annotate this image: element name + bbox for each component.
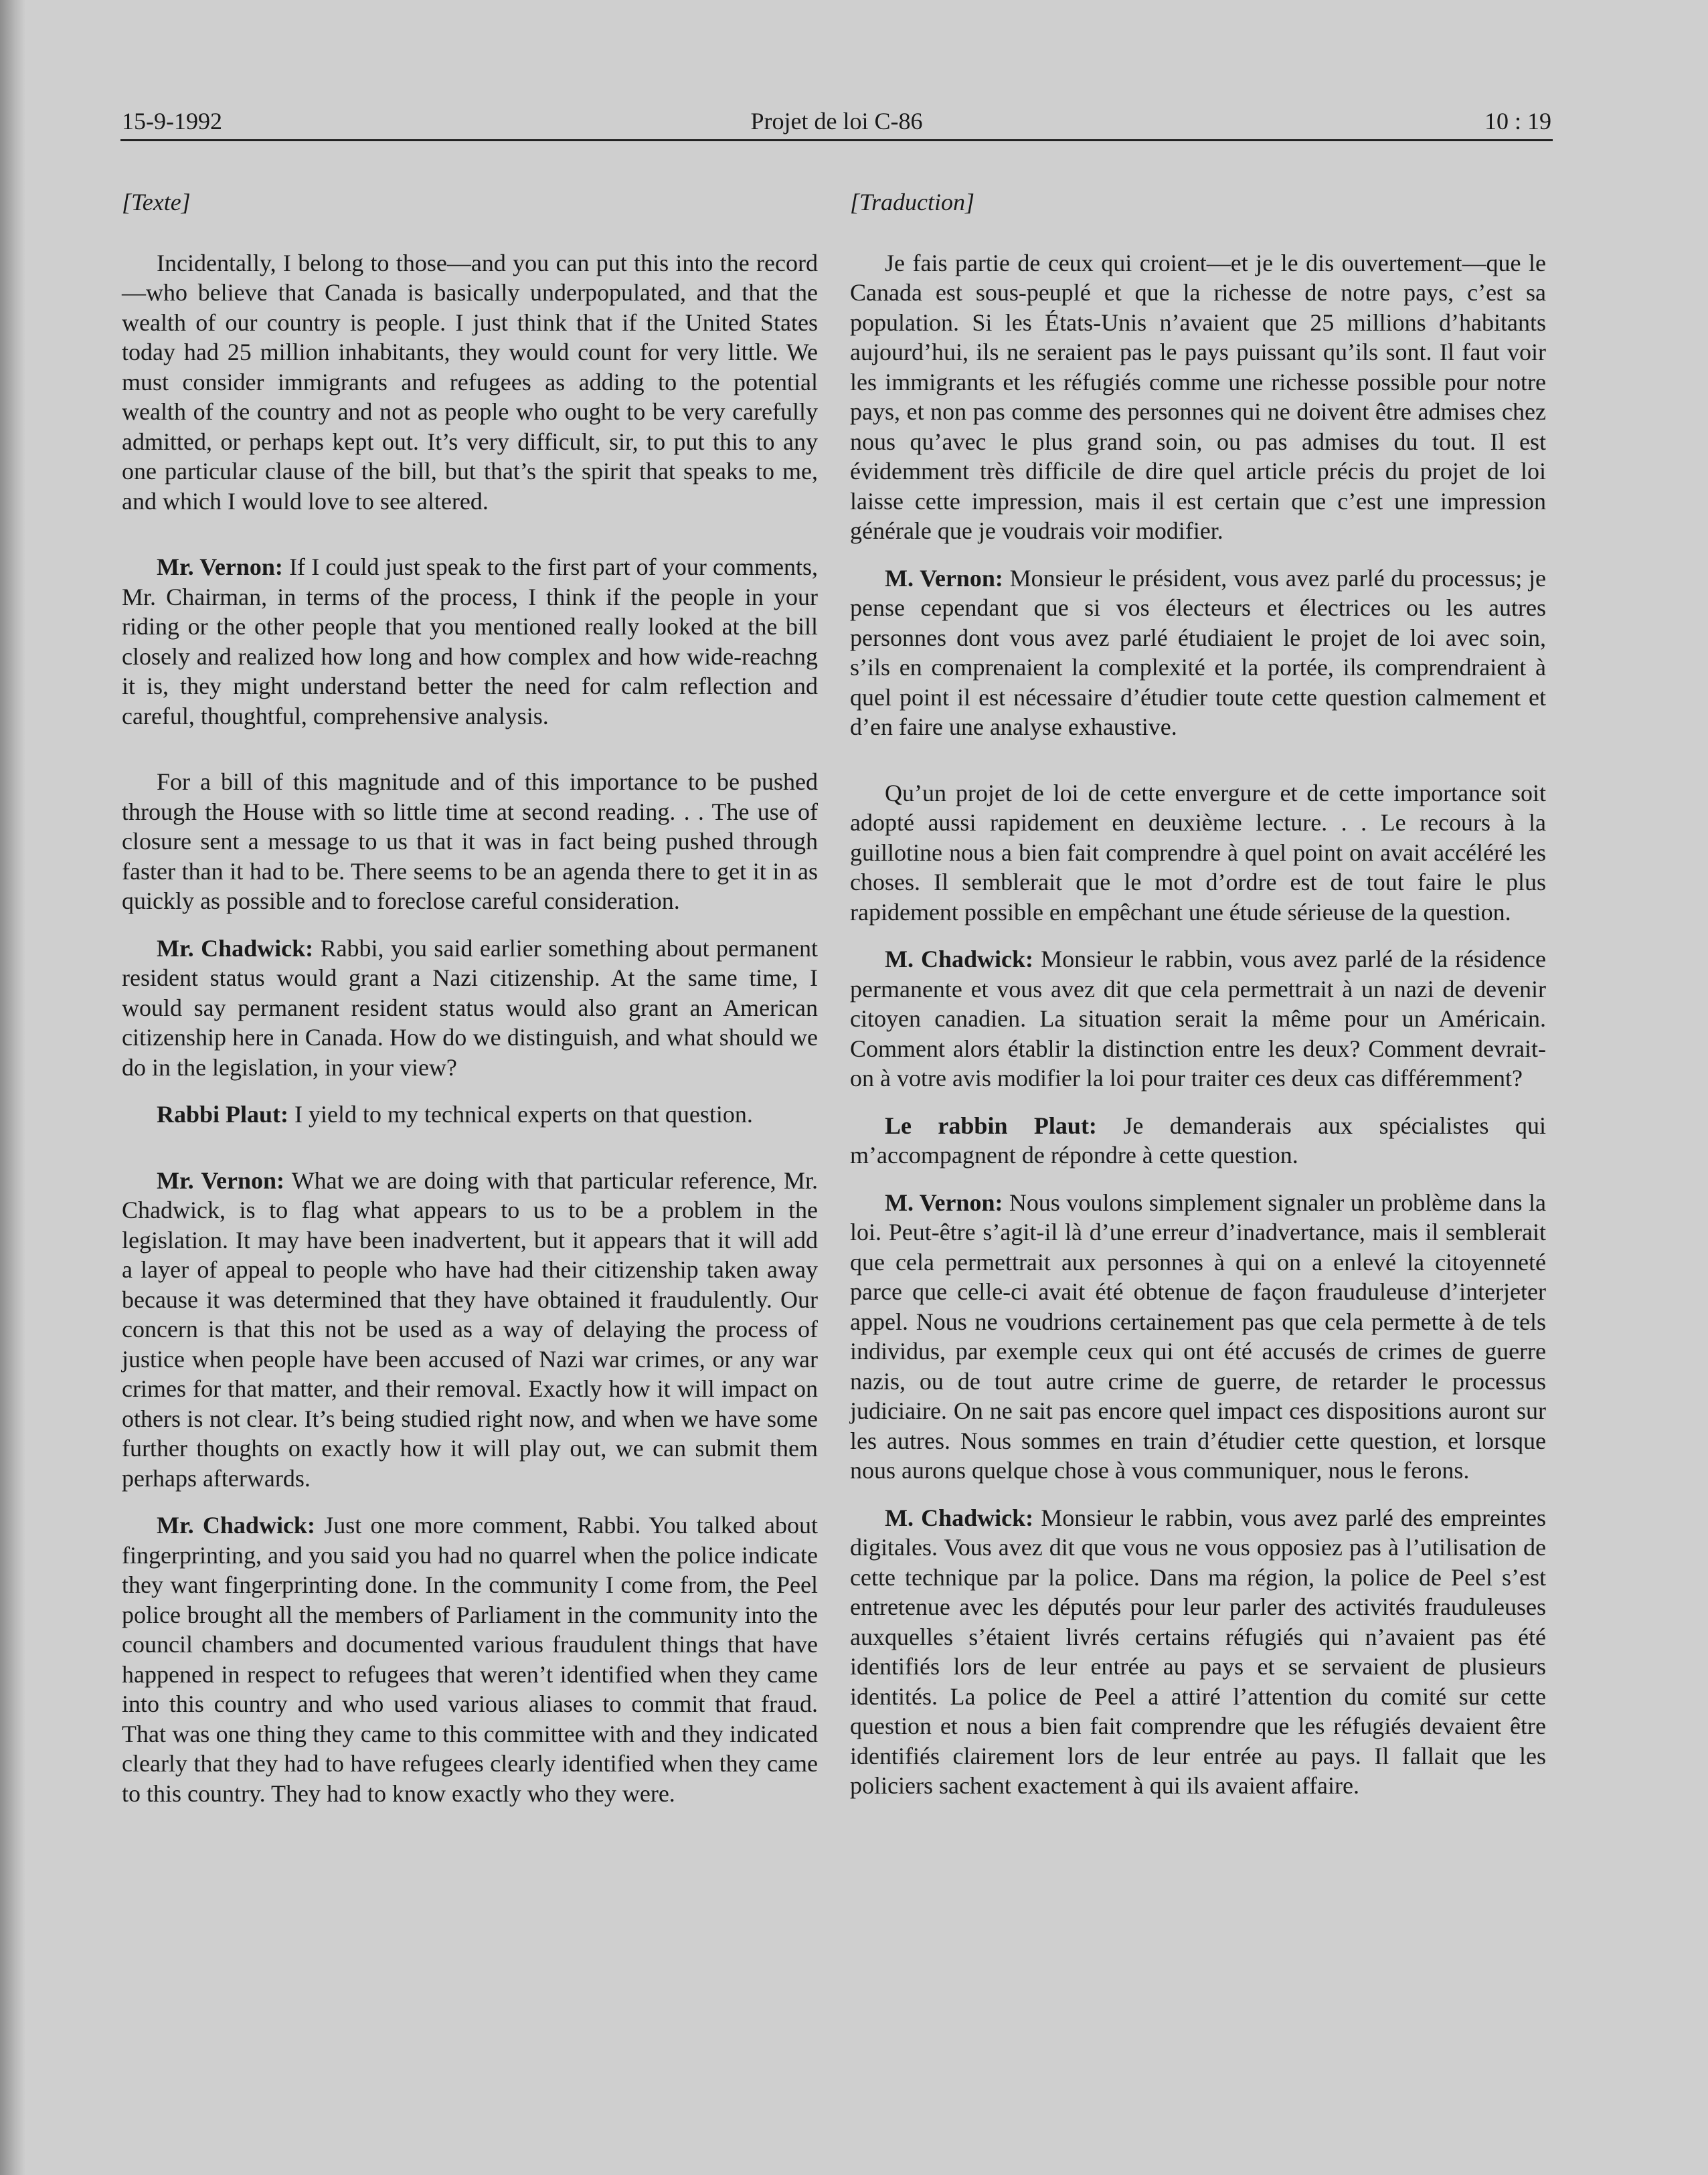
paragraph-vernon-1-cont-fr: Qu’un projet de loi de cette envergure et de cette importance soit adopté aussi rapidement en deuxième lecture. . . Le recours à la guillotine nous a bien fait comprendre à quel point on avait accéléré les choses. Il semblerait que le mot d’ordre est de tout faire le plus rapidement possible en empêchant une étude sérieuse de la question. xyxy=(850,779,1546,926)
header-date: 15-9-1992 xyxy=(122,108,222,135)
paragraph-vernon-2: Mr. Vernon: What we are doing with that particular reference, Mr. Chadwick, is to flag what appears to us to be a problem in the legislation. It may have been inadvertent, but it appears that it will add a layer of appeal to people who have had their citizenship taken away because it was determined that they have obtained it fraudulently. Our concern is that this not be used as a way of delaying the process of justice when people have been accused of Nazi war crimes, or any war crimes for that matter, and their removal. Exactly how it will impact on others is not clear. It’s being studied right now, and when we have some further thoughts on exactly how it will play out, we can submit them perhaps afterwards. xyxy=(122,1166,818,1492)
french-column xyxy=(850,182,1546,1818)
speaker-name: M. Vernon: xyxy=(885,564,1003,592)
paragraph-plaut: Rabbi Plaut: I yield to my technical experts on that question. xyxy=(157,1101,753,1128)
speaker-name: M. Vernon: xyxy=(885,1189,1003,1216)
speaker-name: Rabbi Plaut: xyxy=(157,1101,289,1128)
paragraph-vernon-2-fr: M. Vernon: Nous voulons simplement signaler un problème dans la loi. Peut-être s’agit-il là d’une erreur d’inadvertance, mais il semblerait que cela permettrait aux personnes à qui on a enlevé la citoyenneté parce que celle-ci avait été obtenue de façon frauduleuse d’interjeter appel. Nous ne voudrions certainement pas que cela permette à de tels individus, par exemple ceux qui ont été accusés de crimes de guerre nazis, ou de tout autre crime de guerre, de retarder le processus judiciaire. On ne sait pas encore quel impact ces dispositions auront sur les autres. Nous sommes en train d’étudier cette question, et lorsque nous aurons quelque chose à vous communiquer, nous le ferons. xyxy=(850,1189,1546,1484)
section-tag-traduction: [Traduction] xyxy=(850,189,975,215)
binding-edge-shadow xyxy=(0,0,25,2175)
speaker-name: Mr. Vernon: xyxy=(157,1166,285,1194)
header-page-number: 10 : 19 xyxy=(1484,108,1551,135)
speaker-name: M. Chadwick: xyxy=(885,1504,1034,1531)
paragraph-chadwick-2: Mr. Chadwick: Just one more comment, Rabbi. You talked about fingerprinting, and you said you had no quarrel when the police indicate they want fingerprinting done. In the community I come from, the Peel police brought all the members of Parliament in the community into the council chambers and documented various fraudulent things that have happened in respect to refugees that weren’t identified when they came into this country and who used various aliases to commit that fraud. That was one thing they came to this committee with and they indicated clearly that they had to have refugees clearly identified when they came to this country. They had to know exactly who they were. xyxy=(122,1512,818,1807)
paragraph-chadwick-2-fr: M. Chadwick: Monsieur le rabbin, vous avez parlé des empreintes digitales. Vous avez dit que vous ne vous opposiez pas à l’utilisation de cette technique par la police. Dans ma région, la police de Peel s’est entretenue avec les députés pour leur parler des activités frauduleuses auxquelles s’étaient livrés certains réfugiés qui n’avaient pas été identifiés lors de leur entrée au pays et se servaient de plusieurs identités. La police de Peel a attiré l’attention du comité sur cette question et nous a bien fait comprendre que les réfugiés devaient être identifiés clairement lors de leur entrée au pays. Il fallait que les policiers sachent exactement à qui ils avaient affaire. xyxy=(850,1504,1546,1799)
speaker-name: Mr. Vernon: xyxy=(157,553,283,580)
paragraph-chadwick-1-fr: M. Chadwick: Monsieur le rabbin, vous avez parlé de la résidence permanente et vous avez dit que cela permettrait à un nazi de devenir citoyen canadien. La situation serait la même pour un Américain. Comment alors établir la distinction entre les deux? Comment devrait-on à votre avis modifier la loi pour traiter ces deux cas différemment? xyxy=(850,946,1547,1092)
speaker-name: Le rabbin Plaut: xyxy=(885,1112,1097,1139)
paragraph-chairman-remarks-fr: Je fais partie de ceux qui croient—et je le dis ouvertement—que le Canada est sous-peuplé et que la richesse de notre pays, c’est sa population. Si les États-Unis n’avaient que 25 millions d’habitants aujourd’hui, ils ne seraient pas le pays puissant qu’ils sont. Il faut voir les immigrants et les réfugiés comme une richesse possible pour notre pays, et non pas comme des personnes qui ne doivent être admises chez nous qu’avec le plus grand soin, ou pas admises du tout. Il est évidemment très difficile de dire quel article précis du projet de loi laisse cette impression, mais il est certain que c’est une impression générale que je voudrais voir modifier. xyxy=(850,249,1546,544)
speaker-name: Mr. Chadwick: xyxy=(157,1512,315,1539)
paragraph-vernon-1-cont: For a bill of this magnitude and of this importance to be pushed through the House with so little time at second reading. . . The use of closure sent a message to us that it was in fact being pushed through faster than it had to be. There seems to be an agenda there to get it in as quickly as possible and to foreclose careful consideration. xyxy=(122,768,818,914)
english-column xyxy=(122,182,818,1826)
paragraph-chairman-remarks: Incidentally, I belong to those—and you can put this into the record—who believe that Canada is basically underpopulated, and that the wealth of our country is people. I just think that if the United States today had 25 million inhabitants, they would count for very little. We must consider immigrants and refugees as adding to the potential wealth of the country and not as people who ought to be very carefully admitted, or perhaps kept out. It’s very difficult, sir, to put this to any one particular clause of the bill, but that’s the spirit that speaks to me, and which I would love to see altered. xyxy=(122,249,818,515)
header-title: Projet de loi C-86 xyxy=(750,108,923,135)
speaker-name: Mr. Chadwick: xyxy=(157,934,314,962)
paragraph-vernon-1-fr: M. Vernon: Monsieur le président, vous avez parlé du processus; je pense cependant que si vos électeurs et électrices ou les autres personnes dont vous avez parlé étudiaient le projet de loi avec soin, s’ils en comprenaient la complexité et la portée, ils comprendraient à quel point il est nécessaire d’étudier toute cette question calmement et d’en faire une analyse exhaustive. xyxy=(850,564,1547,740)
paragraph-plaut-fr: Le rabbin Plaut: Je demanderais aux spécialistes qui m’accompagnent de répondre à cette question. xyxy=(850,1112,1546,1168)
page-header xyxy=(120,100,1553,141)
paragraph-vernon-1: Mr. Vernon: If I could just speak to the first part of your comments, Mr. Chairman, in terms of the process, I think if the people in your riding or the other people that you mentioned really looked at the bill closely and realized how long and how complex and how wide-reachng it is, they might understand better the need for calm reflection and careful, thoughtful, comprehensive analysis. xyxy=(122,553,818,729)
speaker-name: M. Chadwick: xyxy=(885,946,1034,972)
paragraph-chadwick-1: Mr. Chadwick: Rabbi, you said earlier something about permanent resident status would grant a Nazi citizenship. At the same time, I would say permanent resident status would also grant an American citizenship here in Canada. How do we distinguish, and what should we do in the legislation, in your view? xyxy=(122,934,818,1081)
section-tag-texte: [Texte] xyxy=(122,189,191,215)
